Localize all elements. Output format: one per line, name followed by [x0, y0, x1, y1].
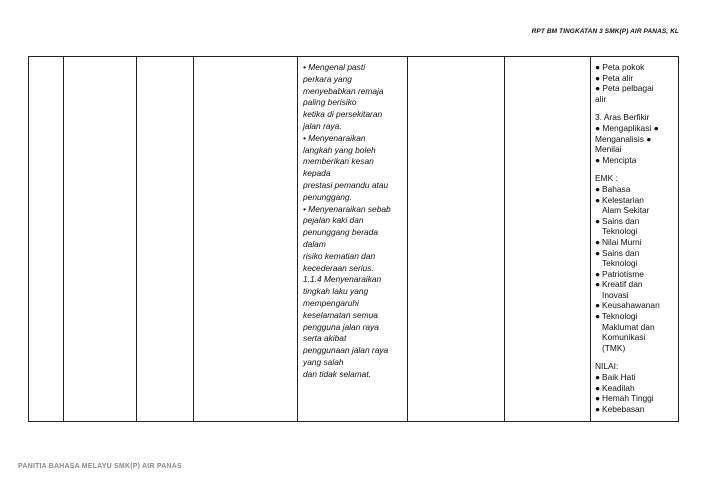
- bullet-icon: ●: [595, 279, 601, 290]
- bullet-icon: ●: [595, 268, 601, 279]
- cell-learning-content: [298, 57, 408, 422]
- content-line: langkah yang boleh: [303, 144, 376, 155]
- emk-item-text: Kreatif dan Inovasi: [602, 279, 643, 300]
- bullet-icon: ●: [595, 311, 601, 322]
- aras-line: ● Mengaplikasi ●: [595, 122, 659, 133]
- aras-list: [595, 123, 675, 165]
- content-line: yang salah: [303, 356, 344, 367]
- content-line: • Menyenaraikan: [303, 132, 366, 143]
- nilai-item-text: Keadilah: [602, 382, 635, 393]
- rpt-table: [28, 56, 679, 422]
- nilai-title: NILAI:: [595, 361, 619, 372]
- nilai-item-text: Hemah Tinggi: [602, 393, 654, 404]
- bbm-item: ● Peta pelbagai: [595, 83, 654, 94]
- bullet-icon: ●: [595, 403, 601, 414]
- nilai-item: [595, 372, 675, 383]
- emk-item: [595, 237, 675, 248]
- emk-item: [595, 300, 675, 311]
- emk-item: [595, 311, 675, 353]
- page-footer: PANITIA BAHASA MELAYU SMK(P) AIR PANAS: [18, 463, 182, 470]
- content-line: dalam: [303, 238, 326, 249]
- aras-line: Menilai: [595, 144, 622, 155]
- content-line: penggunaan jalan raya: [303, 345, 389, 356]
- emk-item-text: Bahasa: [602, 183, 631, 194]
- content-line: prestasi pemandu atau: [303, 179, 389, 190]
- emk-item: [595, 248, 675, 269]
- cell-theme: [64, 57, 137, 422]
- content-lines: [303, 62, 404, 381]
- content-line: penunggang.: [303, 191, 352, 202]
- bbm-item: ● Peta alir: [595, 72, 634, 83]
- emk-item-text: Sains dan Teknologi: [602, 215, 640, 237]
- cell-week: [29, 57, 64, 422]
- bullet-icon: ●: [595, 215, 601, 226]
- content-line: • Mengenal pasti: [303, 62, 366, 72]
- cell-standard: [194, 57, 298, 422]
- content-line: menyebabkan remaja: [303, 85, 384, 96]
- bullet-icon: ●: [595, 194, 601, 205]
- content-line: dan tidak selamat.: [303, 368, 371, 379]
- content-line: paling berisiko: [303, 97, 357, 108]
- content-line: jalan raya.: [303, 120, 342, 131]
- content-line: pengguna jalan raya: [303, 321, 379, 332]
- nilai-item: [595, 404, 675, 415]
- emk-item-text: Patriotisme: [602, 268, 644, 279]
- content-line: kepada: [303, 168, 331, 179]
- emk-item-text: Nilai Murni: [602, 236, 642, 247]
- bbm-item: alir: [595, 93, 607, 104]
- emk-item: [595, 279, 675, 300]
- cell-notes: [591, 57, 679, 422]
- bbm-list: [595, 62, 675, 104]
- table-row: [29, 57, 679, 422]
- content-line: perkara yang: [303, 73, 352, 84]
- emk-item-text: Kelestarian Alam Sekitar: [602, 194, 650, 216]
- cell-activity: [408, 57, 505, 422]
- content-line: • Menyenaraikan sebab: [303, 203, 391, 214]
- emk-item: [595, 216, 675, 237]
- cell-assessment: [505, 57, 591, 422]
- content-line: risiko kematian dan: [303, 250, 376, 261]
- nilai-item: [595, 383, 675, 394]
- bullet-icon: ●: [595, 372, 601, 383]
- emk-item: [595, 269, 675, 280]
- bbm-item: ● Peta pokok: [595, 62, 645, 72]
- nilai-item-text: Kebebasan: [602, 403, 645, 414]
- content-line: keselamatan semua: [303, 309, 378, 320]
- nilai-list: [595, 372, 675, 414]
- aras-line: ● Mencipta: [595, 154, 637, 165]
- page-header: RPT BM TINGKATAN 3 SMK(P) AIR PANAS, KL: [531, 28, 679, 35]
- emk-item-text: Sains dan Teknologi: [602, 247, 640, 269]
- bullet-icon: ●: [595, 382, 601, 393]
- content-line: ketika di persekitaran: [303, 109, 383, 120]
- emk-title: EMK :: [595, 173, 618, 184]
- content-line: penunggang berada: [303, 227, 378, 238]
- bullet-icon: ●: [595, 300, 601, 311]
- content-line: 1.1.4 Menyenaraikan: [303, 274, 382, 285]
- bullet-icon: ●: [595, 183, 601, 194]
- bullet-icon: ●: [595, 393, 601, 404]
- bullet-icon: ●: [595, 247, 601, 258]
- emk-list: [595, 184, 675, 354]
- emk-item-text: Keusahawanan: [602, 300, 660, 311]
- content-line: kecederaan serius.: [303, 262, 374, 273]
- emk-item: [595, 195, 675, 216]
- content-line: pejalan kaki dan: [303, 215, 364, 226]
- cell-skill: [137, 57, 194, 422]
- content-line: mempengaruhi: [303, 297, 359, 308]
- content-line: tingkah laku yang: [303, 286, 369, 297]
- nilai-item: [595, 393, 675, 404]
- emk-item: [595, 184, 675, 195]
- bullet-icon: ●: [595, 236, 601, 247]
- content-line: memberikan kesan: [303, 156, 374, 167]
- nilai-item-text: Baik Hati: [602, 372, 636, 383]
- aras-line: Menganalisis ●: [595, 133, 652, 144]
- content-line: serta akibat: [303, 333, 347, 344]
- aras-title: 3. Aras Berfikir: [595, 112, 650, 123]
- emk-item-text: Teknologi Maklumat dan Komunikasi (TMK): [602, 311, 655, 353]
